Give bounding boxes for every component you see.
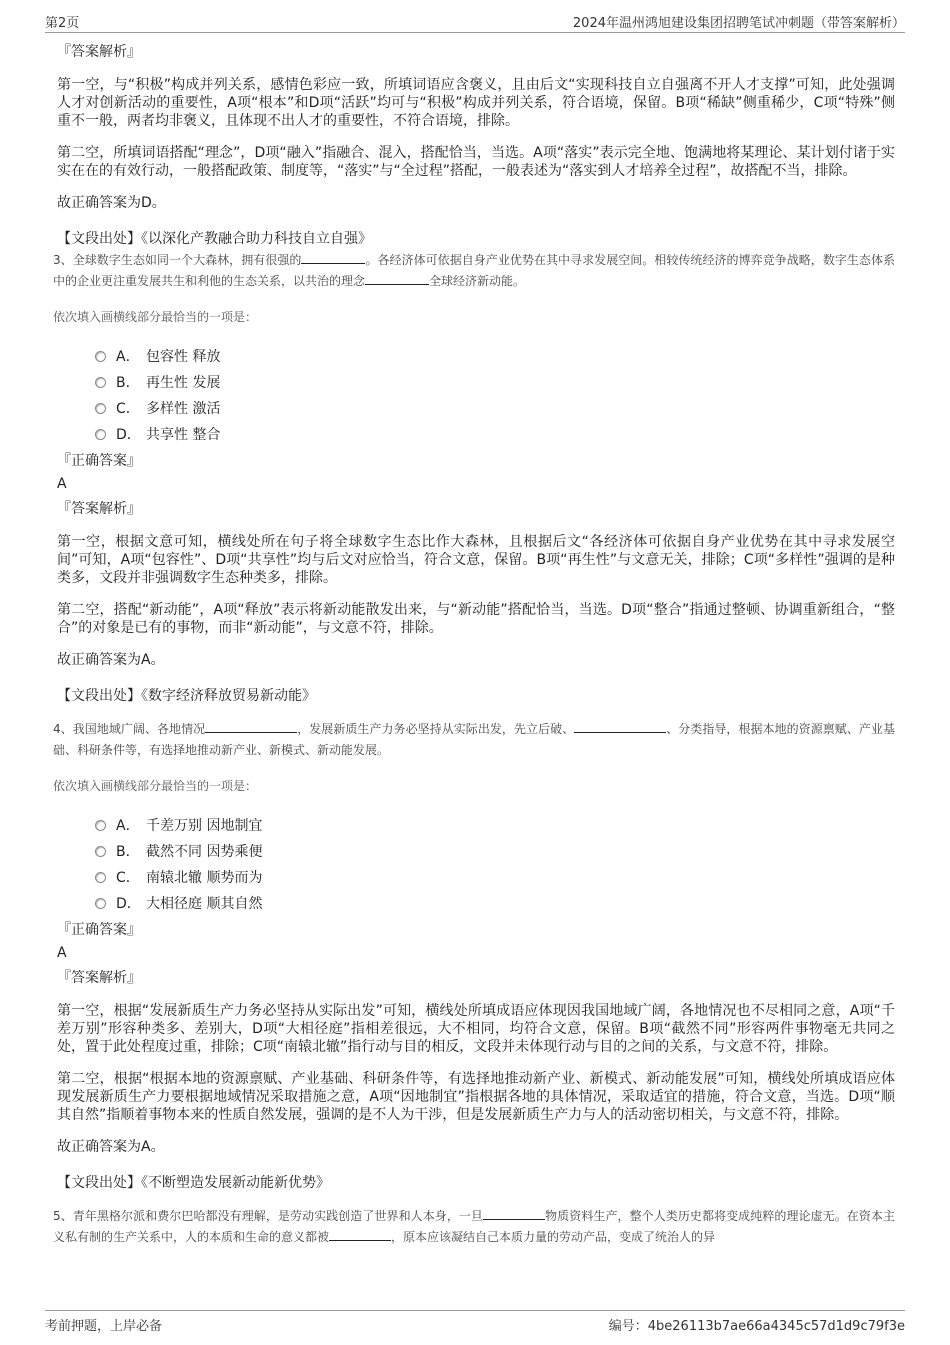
q2-analysis-p2: 第二空，所填词语搭配“理念”，D项“融入”指融合、混入，搭配恰当，当选。A项“落实”表示完全地、饱满地将某理论、某计划付诸于实实在在的有效行动，一般搭配政策、制度等，“落实”与“全过程”搭配，一般表述为“落实到人才培养全过程”，故搭配不当，排除。 [57,145,895,179]
q4-analysis-p2: 第二空，根据“根据本地的资源禀赋、产业基础、科研条件等，有选择地推动新产业、新模式、新动能发展”可知，横线处所填成语应体现发展新质生产力要根据地域情况采取措施之意，A项“因地制宜”指根据各地的具体情况，采取适宜的措施，符合文意，当选。D项“顺其自然”指顺着事物本来的性质自然发展，强调的是不人为干涉，但是发展新质生产力与人的活动密切相关，与文意不符，排除。 [57,1071,895,1123]
q3-prompt: 依次填入画横线部分最恰当的一项是： [53,310,258,324]
q4-option-b[interactable]: B． 截然不同 因势乘便 [95,838,895,864]
q5-blank-1 [483,1207,545,1220]
q3-analysis-p1: 第一空，根据文意可知，横线处所在句子将全球数字生态比作大森林，且根据后文“各经济体可依据自身产业优势在其中寻求发展空间”可知，A项“包容性”、D项“共享性”均与后文对应恰当，符合文意，保留。B项“再生性”与文意无关，排除；C项“多样性”强调的是种类多，文段并非强调数字生态种类多，排除。 [57,534,895,586]
q4-option-d[interactable]: D． 大相径庭 顺其自然 [95,890,895,916]
footer-slogan: 考前押题，上岸必备 [45,1319,163,1334]
page-number: 第2页 [45,16,80,31]
q4-option-c[interactable]: C． 南辕北辙 顺势而为 [95,864,895,890]
q4-correct-label: 『正确答案』 [57,922,141,938]
q2-analysis-label: 『答案解析』 [57,44,141,60]
q4-analysis-label: 『答案解析』 [57,970,141,986]
q3-source: 【文段出处】《数字经济释放贸易新动能》 [57,688,316,704]
q4-source: 【文段出处】《不断塑造发展新动能新优势》 [57,1175,330,1191]
q4-analysis-p1: 第一空，根据“发展新质生产力务必坚持从实际出发”可知，横线处所填成语应体现因我国地域广阔，各地情况也不尽相同之意，A项“千差万别”形容种类多、差别大，D项“大相径庭”指相差很远，大不相同，均符合文意，保留。B项“截然不同”形容两件事物毫无共同之处，置于此处程度过重，排除；C项“南辕北辙”指行动与目的相反，文段并未体现行动与目的之间的关系，与文意不符，排除。 [57,1003,895,1055]
page-header [45,10,905,33]
q4-options [95,812,895,916]
q2-analysis-p1: 第一空，与“积极”构成并列关系，感情色彩应一致，所填词语应含褒义，且由后文“实现科技自立自强离不开人才支撑”可知，此处强调人才对创新活动的重要性，A项“根本”和D项“活跃”均可与“积极”构成并列关系，符合语境，保留。B项“稀缺”侧重稀少，C项“特殊”侧重不一般，两者均非褒义，且体现不出人才的重要性，不符合语境，排除。 [57,77,895,129]
q5-blank-2 [329,1228,391,1241]
radio-icon[interactable] [95,351,106,362]
radio-icon[interactable] [95,872,106,883]
q3-option-a[interactable]: A． 包容性 释放 [95,343,895,369]
q3-option-c[interactable]: C． 多样性 激活 [95,395,895,421]
q2-source: 【文段出处】《以深化产教融合助力科技自立自强》 [57,231,372,247]
radio-icon[interactable] [95,403,106,414]
q3-blank-1 [301,251,365,264]
q4-option-a[interactable]: A． 千差万别 因地制宜 [95,812,895,838]
q3-correct-label: 『正确答案』 [57,453,141,469]
q3-option-b[interactable]: B． 再生性 发展 [95,369,895,395]
radio-icon[interactable] [95,898,106,909]
radio-icon[interactable] [95,846,106,857]
q3-question: 3、全球数字生态如同一个大森林，拥有很强的 。各经济体可依据自身产业优势在其中寻求发展空间。相较传统经济的博弈竞争战略，数字生态体系中的企业更注重发展共生和利他的生态关系，以共治的理念 全球经济新动能。 [53,253,895,288]
page-content [53,42,895,1248]
radio-icon[interactable] [95,820,106,831]
document-code: 编号：4be26113b7ae66a4345c57d1d9c79f3e [608,1319,905,1334]
q3-option-d[interactable]: D． 共享性 整合 [95,421,895,447]
q4-prompt: 依次填入画横线部分最恰当的一项是： [53,779,258,793]
q2-conclusion: 故正确答案为D。 [57,195,166,211]
q4-question: 4、我国地域广阔、各地情况 ，发展新质生产力务必坚持从实际出发，先立后破、 、分类指导，根据本地的资源禀赋、产业基础、科研条件等，有选择地推动新产业、新模式、新动能发展。 [53,722,895,757]
q3-answer: A [57,476,67,492]
radio-icon[interactable] [95,377,106,388]
q4-blank-1 [205,720,297,733]
q3-conclusion: 故正确答案为A。 [57,652,165,668]
q3-options [95,343,895,447]
q4-conclusion: 故正确答案为A。 [57,1139,165,1155]
q4-answer: A [57,945,67,961]
q4-blank-2 [574,720,666,733]
page-footer [45,1310,905,1335]
q3-analysis-p2: 第二空，搭配“新动能”，A项“释放”表示将新动能散发出来，与“新动能”搭配恰当，当选。D项“整合”指通过整顿、协调重新组合，“整合”的对象是已有的事物，而非“新动能”，与文意不符，排除。 [57,602,895,636]
q3-blank-2 [365,272,429,285]
radio-icon[interactable] [95,429,106,440]
q3-analysis-label: 『答案解析』 [57,501,141,517]
document-title: 2024年温州鸿旭建设集团招聘笔试冲刺题（带答案解析） [572,16,905,31]
q5-question: 5、青年黑格尔派和费尔巴哈都没有理解，是劳动实践创造了世界和人本身，一旦 物质资料生产，整个人类历史都将变成纯粹的理论虚无。在资本主义私有制的生产关系中，人的本质和生命的意义都被 ，原本应该凝结自己本质力量的劳动产品，变成了统治人的异 [53,1209,895,1244]
